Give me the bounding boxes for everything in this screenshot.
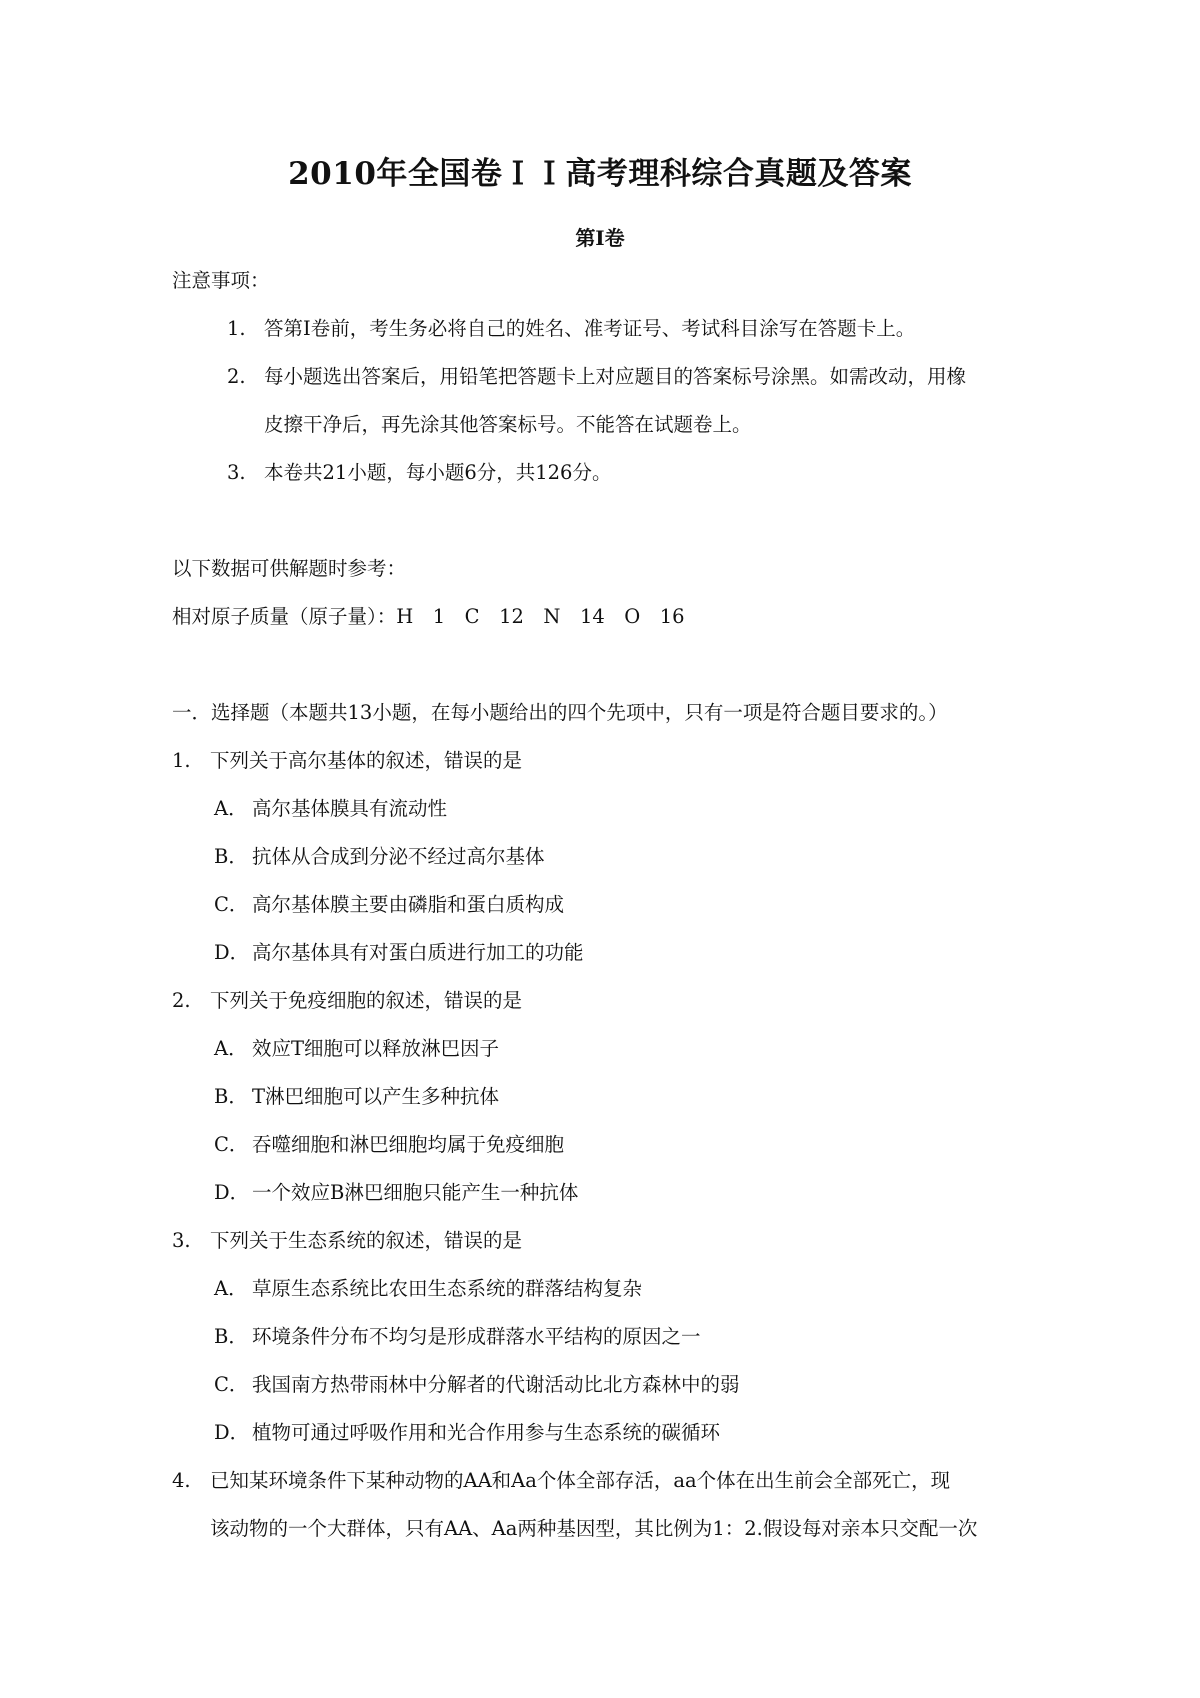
notice-item-1-text: 答第Ⅰ卷前，考生务必将自己的姓名、准考证号、考试科目涂写在答题卡上。 bbox=[264, 317, 916, 340]
document-title: 2010年全国卷ＩＩ高考理科综合真题及答案 bbox=[288, 156, 912, 192]
question-4-number: 4. bbox=[172, 1469, 191, 1492]
question-2-option-c-label: C． bbox=[214, 1133, 249, 1156]
atomic-mass-reference: 相对原子质量（原子量）：H 1 C 12 N 14 O 16 bbox=[172, 605, 685, 628]
choice-section-heading: 一．选择题（本题共13小题，在每小题给出的四个先项中，只有一项是符合题目要求的。） bbox=[172, 701, 948, 724]
notice-heading: 注意事项： bbox=[172, 269, 270, 292]
question-2-number: 2. bbox=[172, 989, 191, 1012]
question-2-option-c-text: 吞噬细胞和淋巴细胞均属于免疫细胞 bbox=[252, 1133, 565, 1156]
notice-item-3-text: 本卷共21小题，每小题6分，共126分。 bbox=[264, 461, 612, 484]
notice-item-2-continuation: 皮擦干净后，再先涂其他答案标号。不能答在试题卷上。 bbox=[264, 413, 752, 436]
question-4-stem: 已知某环境条件下某种动物的AA和Aa个体全部存活，aa个体在出生前会全部死亡，现 bbox=[210, 1469, 951, 1492]
question-3-number: 3. bbox=[172, 1229, 191, 1252]
question-3-stem: 下列关于生态系统的叙述，错误的是 bbox=[210, 1229, 523, 1252]
question-1-option-d-text: 高尔基体具有对蛋白质进行加工的功能 bbox=[252, 941, 584, 964]
question-1-stem: 下列关于高尔基体的叙述，错误的是 bbox=[210, 749, 523, 772]
question-3-option-d-text: 植物可通过呼吸作用和光合作用参与生态系统的碳循环 bbox=[252, 1421, 721, 1444]
question-2-option-a-text: 效应T细胞可以释放淋巴因子 bbox=[252, 1037, 500, 1060]
question-2-option-a-label: A． bbox=[214, 1037, 248, 1060]
question-2-option-d-text: 一个效应B淋巴细胞只能产生一种抗体 bbox=[252, 1181, 579, 1204]
notice-item-1-number: 1. bbox=[227, 317, 246, 340]
question-2-stem: 下列关于免疫细胞的叙述，错误的是 bbox=[210, 989, 523, 1012]
question-3-option-c-text: 我国南方热带雨林中分解者的代谢活动比北方森林中的弱 bbox=[252, 1373, 740, 1396]
question-1-number: 1. bbox=[172, 749, 191, 772]
notice-item-3-number: 3. bbox=[227, 461, 246, 484]
question-1-option-a-label: A． bbox=[214, 797, 248, 820]
reference-intro: 以下数据可供解题时参考： bbox=[172, 557, 407, 580]
question-3-option-a-text: 草原生态系统比农田生态系统的群落结构复杂 bbox=[252, 1277, 643, 1300]
section-subtitle: 第Ⅰ卷 bbox=[575, 226, 625, 250]
question-1-option-c-text: 高尔基体膜主要由磷脂和蛋白质构成 bbox=[252, 893, 565, 916]
question-3-option-d-label: D． bbox=[214, 1421, 250, 1444]
question-3-option-b-text: 环境条件分布不均匀是形成群落水平结构的原因之一 bbox=[252, 1325, 701, 1348]
question-1-option-a-text: 高尔基体膜具有流动性 bbox=[252, 797, 448, 820]
question-3-option-a-label: A． bbox=[214, 1277, 248, 1300]
question-2-option-b-text: T淋巴细胞可以产生多种抗体 bbox=[252, 1085, 500, 1108]
question-1-option-b-label: B． bbox=[214, 845, 248, 868]
question-1-option-b-text: 抗体从合成到分泌不经过高尔基体 bbox=[252, 845, 545, 868]
question-1-option-c-label: C． bbox=[214, 893, 249, 916]
notice-item-2-number: 2. bbox=[227, 365, 246, 388]
question-4-continuation: 该动物的一个大群体，只有AA、Aa两种基因型，其比例为1：2.假设每对亲本只交配一次 bbox=[210, 1517, 978, 1540]
question-2-option-b-label: B． bbox=[214, 1085, 248, 1108]
question-2-option-d-label: D． bbox=[214, 1181, 250, 1204]
question-3-option-c-label: C． bbox=[214, 1373, 249, 1396]
question-1-option-d-label: D． bbox=[214, 941, 250, 964]
question-3-option-b-label: B． bbox=[214, 1325, 248, 1348]
notice-item-2-text: 每小题选出答案后，用铅笔把答题卡上对应题目的答案标号涂黑。如需改动，用橡 bbox=[264, 365, 967, 388]
